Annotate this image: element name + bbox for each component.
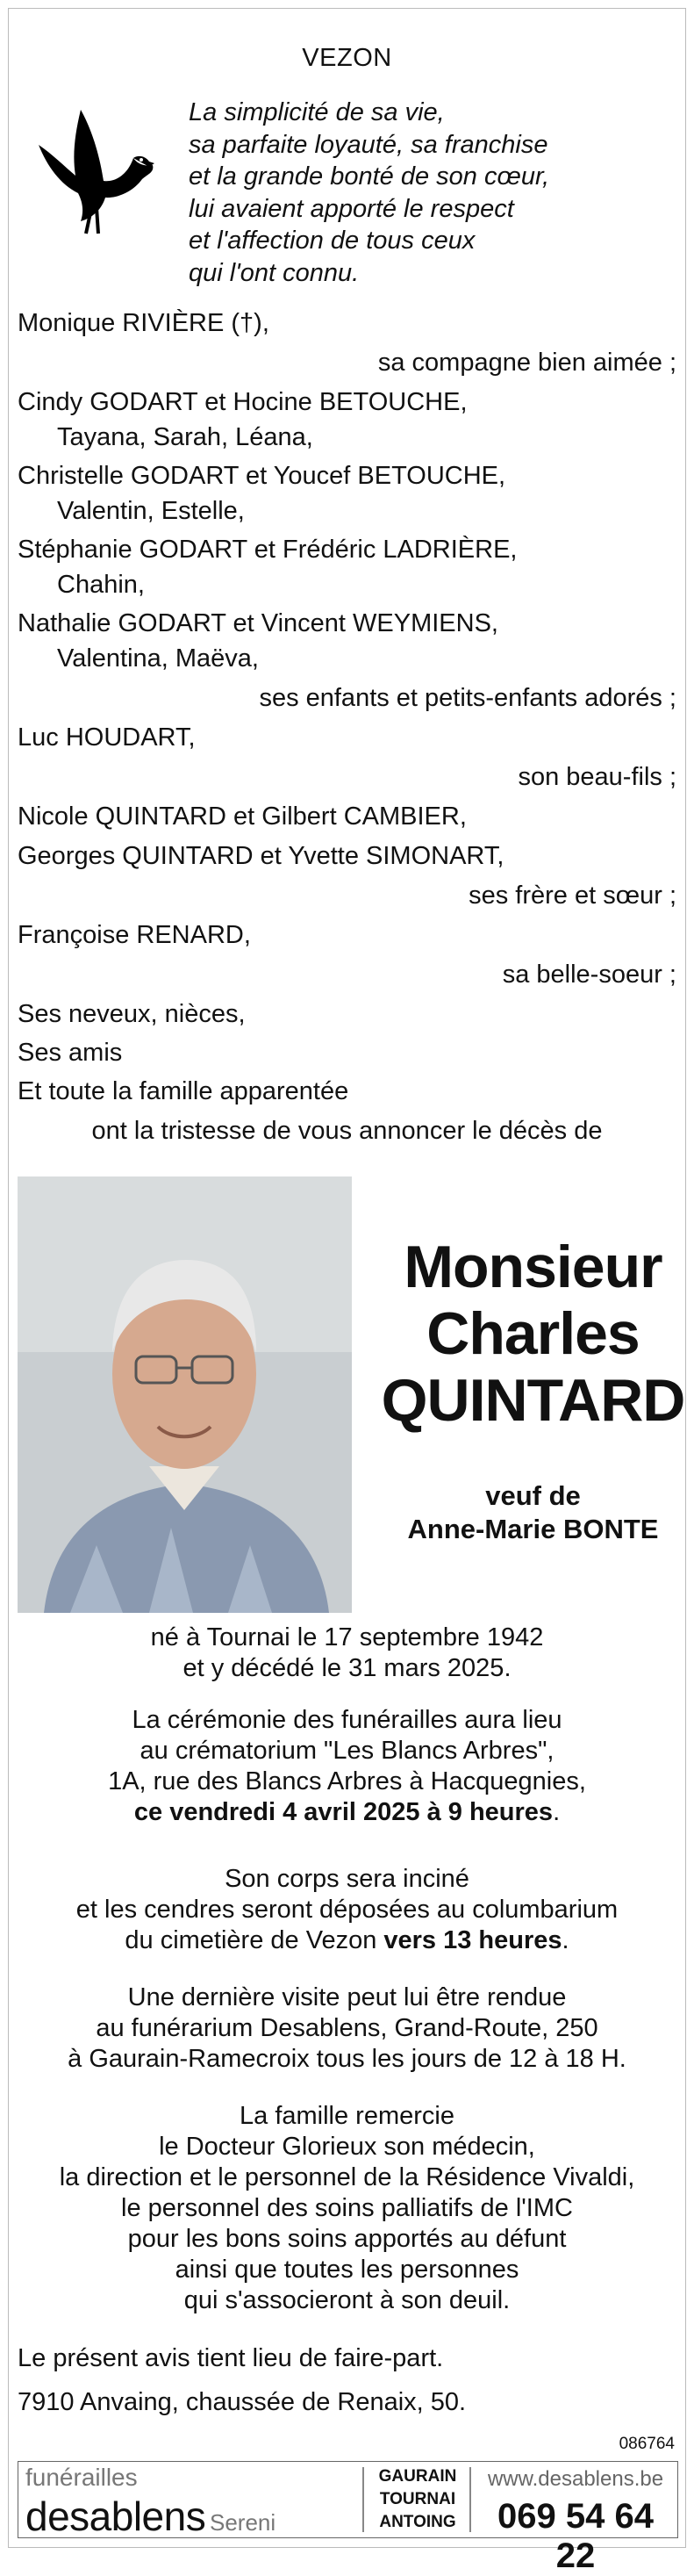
- divider: [362, 2467, 364, 2532]
- family-line: Cindy GODART et Hocine BETOUCHE,: [18, 388, 468, 416]
- ceremony-line: 1A, rue des Blancs Arbres à Hacquegnies,: [108, 1767, 586, 1795]
- family-children: Tayana, Sarah, Léana,: [57, 423, 313, 451]
- family-line: Monique RIVIÈRE (†),: [18, 309, 269, 337]
- dove-icon: [30, 105, 157, 237]
- widow-label: veuf de: [485, 1480, 581, 1511]
- poem-line: qui l'ont connu.: [189, 258, 360, 287]
- cremation-line: Son corps sera inciné: [225, 1865, 469, 1893]
- website-link[interactable]: www.desablens.be: [487, 2467, 664, 2491]
- funeral-home-banner: [18, 2461, 678, 2575]
- ceremony-date: ce vendredi 4 avril 2025 à 9 heures: [133, 1798, 554, 1826]
- family-line: Georges QUINTARD et Yvette SIMONART,: [18, 842, 504, 870]
- name-title: Monsieur: [404, 1234, 662, 1300]
- deceased-name: [377, 1234, 689, 1434]
- divider: [469, 2467, 471, 2532]
- notice-line: Le présent avis tient lieu de faire-part.: [18, 2344, 444, 2372]
- family-children: Valentina, Maëva,: [57, 644, 259, 673]
- cremation-time-line: [9, 1925, 685, 1956]
- thanks-line: le Docteur Glorieux son médecin,: [159, 2133, 535, 2161]
- family-line: Ses neveux, nièces,: [18, 1000, 246, 1028]
- family-line: Stéphanie GODART et Frédéric LADRIÈRE,: [18, 536, 518, 564]
- cemetery-text: du cimetière de Vezon: [125, 1926, 384, 1954]
- city: ANTOING: [379, 2513, 456, 2531]
- thanks-block: [9, 2101, 685, 2316]
- phone-number[interactable]: 069 54 64 22: [497, 2497, 654, 2575]
- ceremony-line: au crématorium "Les Blancs Arbres",: [140, 1737, 554, 1765]
- family-line: Françoise RENARD,: [18, 921, 251, 949]
- family-relation: sa compagne bien aimée ;: [377, 349, 676, 377]
- family-line: Et toute la famille apparentée: [18, 1077, 349, 1105]
- family-line: Nicole QUINTARD et Gilbert CAMBIER,: [18, 802, 467, 831]
- poem-line: lui avaient apporté le respect: [189, 194, 514, 223]
- family-line: Luc HOUDART,: [18, 723, 196, 752]
- announcement-line: ont la tristesse de vous annoncer le décès de: [91, 1117, 603, 1145]
- birth-line: né à Tournai le 17 septembre 1942: [150, 1623, 544, 1651]
- ceremony-block: [9, 1705, 685, 1828]
- ceremony-date-line: [9, 1797, 685, 1828]
- cremation-time: vers 13 heures: [383, 1926, 562, 1954]
- city: TOURNAI: [379, 2490, 456, 2508]
- thanks-line: le personnel des soins palliatifs de l'IMC: [121, 2194, 573, 2222]
- thanks-line: pour les bons soins apportés au défunt: [127, 2225, 567, 2253]
- town-heading: VEZON: [302, 44, 392, 72]
- visit-line: au funérarium Desablens, Grand-Route, 250: [96, 2014, 598, 2042]
- punctuation: .: [562, 1926, 569, 1954]
- poem: [189, 97, 549, 289]
- punctuation: .: [553, 1798, 561, 1826]
- family-relation: sa belle-soeur ;: [502, 961, 676, 989]
- family-relation: ses enfants et petits-enfants adorés ;: [259, 684, 676, 712]
- family-line: Christelle GODART et Youcef BETOUCHE,: [18, 462, 506, 490]
- brand-suffix: Sereni: [210, 2509, 276, 2536]
- reference-number: 086764: [619, 2435, 675, 2453]
- city: GAURAIN: [378, 2467, 457, 2486]
- obituary-notice: [8, 8, 686, 2575]
- poem-line: et la grande bonté de son cœur,: [189, 162, 550, 191]
- birth-death-block: [9, 1623, 685, 1684]
- city-list: [369, 2465, 466, 2534]
- address-line: 7910 Anvaing, chaussée de Renaix, 50.: [18, 2388, 467, 2416]
- visit-line: Une dernière visite peut lui être rendue: [127, 1983, 567, 2011]
- thanks-line: ainsi que toutes les personnes: [175, 2256, 519, 2284]
- family-line: Ses amis: [18, 1039, 123, 1067]
- brand-name: desablens: [25, 2493, 206, 2539]
- thanks-line: qui s'associeront à son deuil.: [183, 2286, 511, 2314]
- family-children: Chahin,: [57, 571, 145, 599]
- thanks-line: la direction et le personnel de la Résidence Vivaldi,: [59, 2163, 635, 2191]
- poem-line: sa parfaite loyauté, sa franchise: [189, 130, 548, 159]
- death-line: et y décédé le 31 mars 2025.: [182, 1654, 512, 1682]
- family-relation: son beau-fils ;: [518, 763, 676, 791]
- brand-tagline: funérailles: [25, 2464, 138, 2491]
- name-first: Charles: [426, 1300, 640, 1367]
- family-children: Valentin, Estelle,: [57, 497, 245, 525]
- thanks-line: La famille remercie: [240, 2102, 454, 2130]
- visit-line: à Gaurain-Ramecroix tous les jours de 12 à 18 H.: [68, 2045, 626, 2073]
- visit-block: [9, 1982, 685, 2075]
- ceremony-line: La cérémonie des funérailles aura lieu: [132, 1706, 562, 1734]
- spouse-name: Anne-Marie BONTE: [407, 1514, 659, 1544]
- poem-line: et l'affection de tous ceux: [189, 227, 476, 255]
- cremation-line: et les cendres seront déposées au columbarium: [75, 1896, 619, 1924]
- poem-line: La simplicité de sa vie,: [189, 98, 445, 126]
- family-line: Nathalie GODART et Vincent WEYMIENS,: [18, 609, 498, 637]
- family-relation: ses frère et sœur ;: [469, 881, 676, 910]
- cremation-block: [9, 1864, 685, 1956]
- widow-of: [377, 1479, 689, 1546]
- name-last: QUINTARD: [381, 1367, 685, 1434]
- portrait-photo: [18, 1176, 352, 1613]
